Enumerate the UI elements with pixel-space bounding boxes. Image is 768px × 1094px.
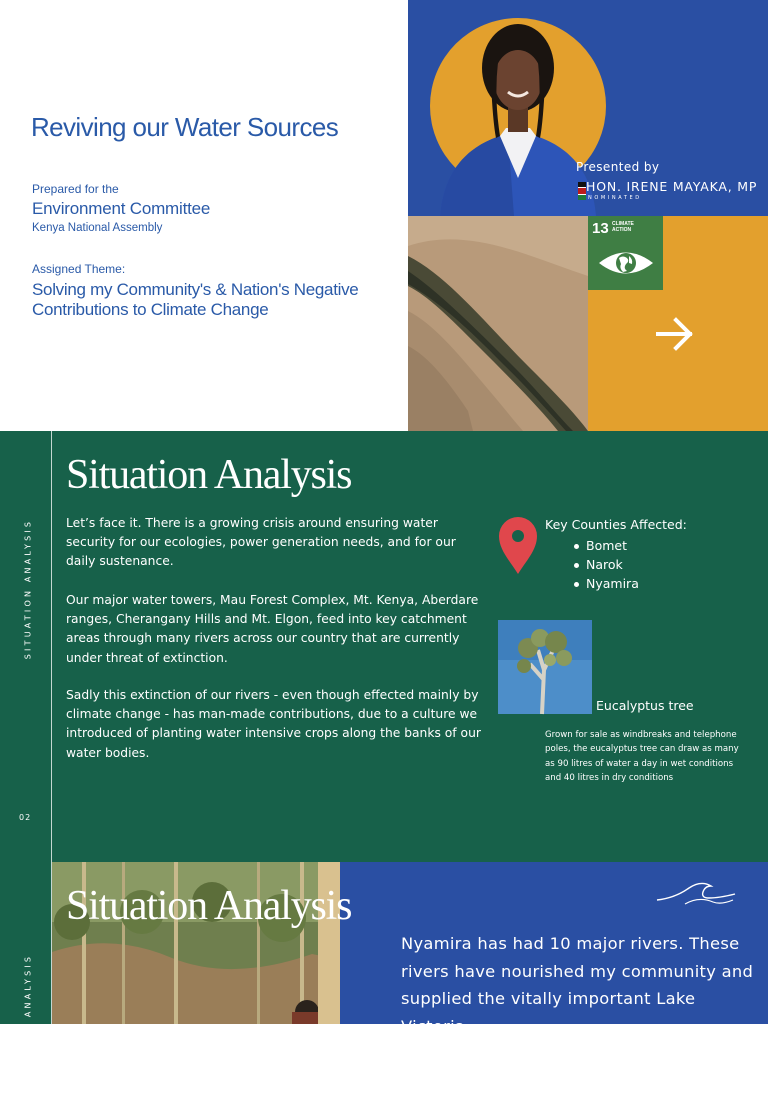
side-section-label: SITUATION ANALYSIS <box>23 518 33 660</box>
theme-text: Solving my Community's & Nation's Negative Contributions to Climate Change <box>32 280 359 319</box>
sdg-label: CLIMATE ACTION <box>612 221 634 233</box>
presented-by-label: Presented by <box>576 160 660 174</box>
cover-text-panel <box>0 0 408 431</box>
slide-divider-line <box>51 862 52 1024</box>
county-list <box>572 536 639 593</box>
presentation-title: Reviving our Water Sources <box>31 112 339 142</box>
theme-label: Assigned Theme: <box>32 262 126 276</box>
key-counties-title: Key Counties Affected: <box>545 517 687 532</box>
slide-heading: Situation Analysis <box>66 452 352 498</box>
slide-heading: Situation Analysis <box>66 883 352 929</box>
committee-name: Environment Committee <box>32 199 211 218</box>
tree-description: Grown for sale as windbreaks and telephone poles, the eucalyptus tree can draw as many as 90 litres of water a day in wet conditions and 40 litres in dry conditions <box>545 730 739 784</box>
slide-divider-line <box>51 431 52 862</box>
presenter-role: NOMINATED <box>588 195 642 201</box>
map-pin-icon <box>497 515 539 575</box>
body-paragraph: Our major water towers, Mau Forest Complex, Mt. Kenya, Aberdare ranges, Cherangany Hills and Mt. Elgon, feed into key catchment areas through many rivers across our country that are currently under threat of extinction. <box>66 593 479 665</box>
eye-earth-icon <box>597 246 655 280</box>
assembly-name: Kenya National Assembly <box>32 222 163 234</box>
tree-title: Eucalyptus tree <box>596 698 694 713</box>
list-item: Bomet <box>572 536 639 555</box>
sdg-number: 13 <box>592 220 609 237</box>
wave-icon <box>655 878 737 908</box>
prepared-for-label: Prepared for the <box>32 182 119 196</box>
list-item: Nyamira <box>572 574 639 593</box>
kenya-flag-icon <box>578 182 586 200</box>
situation-analysis-slide-2 <box>0 862 768 1094</box>
page-number: 02 <box>19 813 32 822</box>
situation-analysis-slide <box>0 431 768 862</box>
body-paragraph: Let’s face it. There is a growing crisis around ensuring water security for our ecologies, power generation needs, and for our daily sustenance. <box>66 516 456 569</box>
cover-slide <box>0 0 768 431</box>
side-section-label: SITUATION ANALYSIS <box>23 953 33 1094</box>
list-item: Narok <box>572 555 639 574</box>
eucalyptus-tree-photo <box>498 620 592 714</box>
body-paragraph: Sadly this extinction of our rivers - even though effected mainly by climate change - has man-made contributions, due to a culture we introduced of planting water intensive crops along the banks of our water bodies. <box>66 688 481 760</box>
sdg-13-badge <box>588 216 663 290</box>
presenter-panel <box>408 0 768 216</box>
quote-text: Nyamira has had 10 major rivers. These rivers have nourished my community and supplied the vitally important Lake Victoria <box>401 934 754 1036</box>
aerial-river-photo <box>408 216 588 431</box>
sdg-panel <box>588 216 768 431</box>
presenter-name: HON. IRENE MAYAKA, MP <box>586 179 758 194</box>
arrow-right-icon[interactable] <box>654 312 698 356</box>
